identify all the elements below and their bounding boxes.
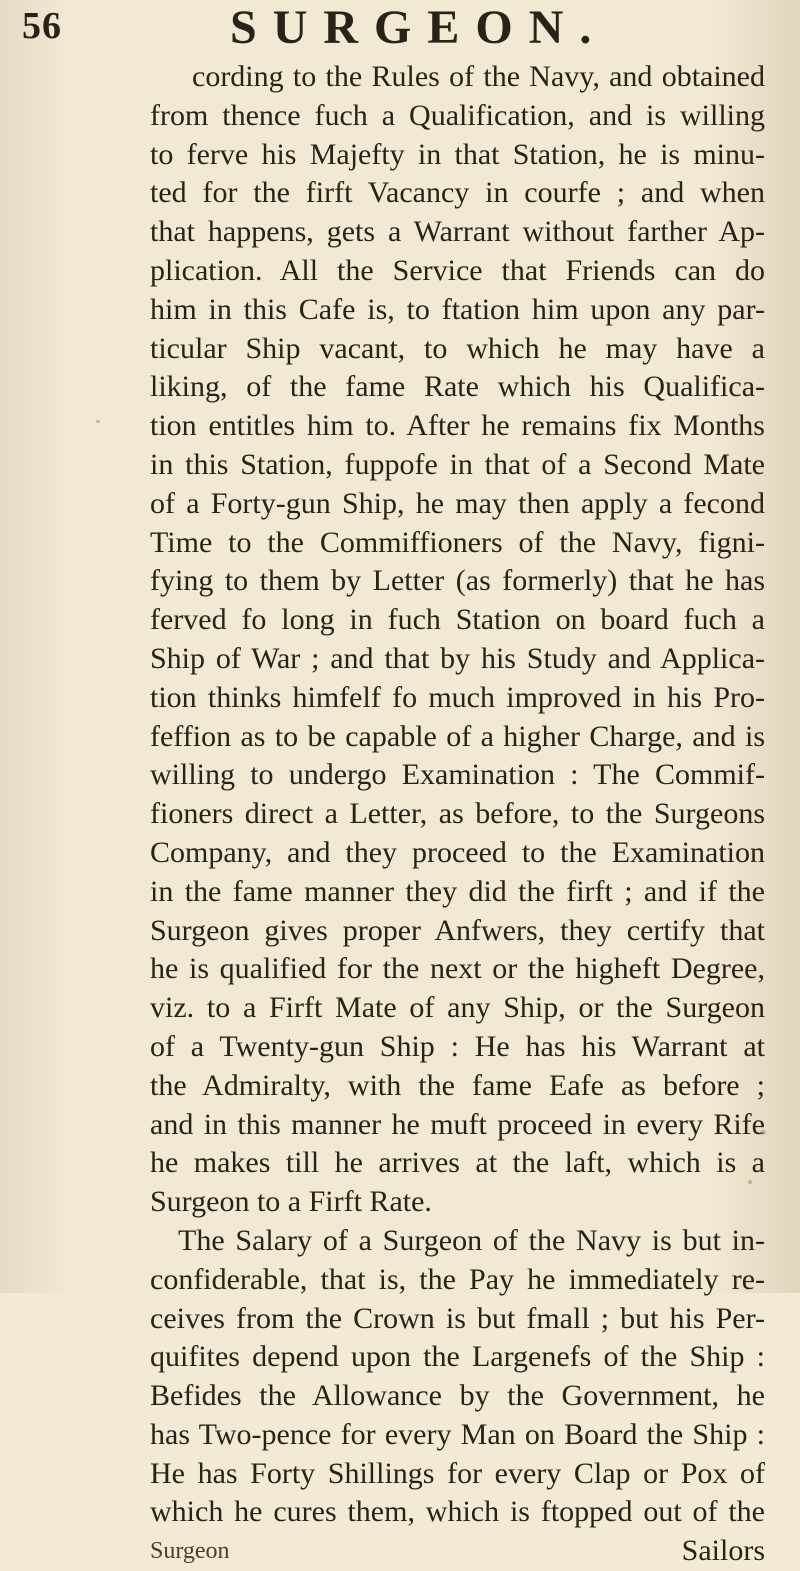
text-line: of a Twenty-gun Ship : He has his Warrant at <box>150 1029 765 1063</box>
text-line: confiderable, that is, the Pay he immediately re- <box>150 1262 765 1296</box>
text-line: of a Forty-gun Ship, he may then apply a fecond <box>150 486 765 520</box>
text-line: quifites depend upon the Largenefs of the Ship : <box>150 1340 765 1374</box>
text-line: tion thinks himfelf fo much improved in his Pro- <box>150 680 765 714</box>
text-line: Company, and they proceed to the Examination <box>150 835 765 869</box>
text-line: The Salary of a Surgeon of the Navy is but in- <box>178 1223 765 1257</box>
text-line: fying to them by Letter (as formerly) that he has <box>150 564 765 598</box>
signature-mark: Surgeon <box>150 1538 230 1565</box>
text-line: which he cures them, which is ftopped out of the <box>150 1495 765 1529</box>
text-line: the Admiralty, with the fame Eafe as before ; <box>150 1068 765 1102</box>
text-line: Befides the Allowance by the Government, he <box>150 1379 765 1413</box>
foxing-spot <box>760 1130 766 1135</box>
body-text <box>150 58 765 1571</box>
text-line: and in this manner he muft proceed in every Rife <box>150 1107 765 1141</box>
text-line: in the fame manner they did the firft ; and if the <box>150 874 765 908</box>
text-line: liking, of the fame Rate which his Qualifica- <box>150 370 765 404</box>
text-line: tion entitles him to. After he remains fix Months <box>150 409 765 443</box>
text-line: fioners direct a Letter, as before, to the Surgeons <box>150 797 765 831</box>
page-number: 56 <box>22 5 62 47</box>
foxing-spot <box>96 420 100 423</box>
text-line: viz. to a Firft Mate of any Ship, or the Surgeon <box>150 991 765 1025</box>
catchword: Sailors <box>681 1534 765 1568</box>
text-line: to ferve his Majefty in that Station, he is minu- <box>150 137 765 171</box>
text-line: willing to undergo Examination : The Commif- <box>150 758 765 792</box>
text-line: Ship of War ; and that by his Study and Applica- <box>150 641 765 675</box>
text-line: has Two-pence for every Man on Board the Ship : <box>150 1417 765 1451</box>
text-line: Surgeon to a Firft Rate. <box>150 1185 432 1219</box>
text-line: Surgeon gives proper Anfwers, they certify that <box>150 913 765 947</box>
text-line: Time to the Commiffioners of the Navy, figni- <box>150 525 765 559</box>
running-head: SURGEON. <box>230 1 608 54</box>
text-line: ferved fo long in fuch Station on board fuch a <box>150 603 765 637</box>
text-line: in this Station, fuppofe in that of a Second Mate <box>150 447 765 481</box>
text-line: he is qualified for the next or the higheft Degree, <box>150 952 765 986</box>
text-line: ted for the firft Vacancy in courfe ; and when <box>150 176 765 210</box>
text-line: plication. All the Service that Friends can do <box>150 253 765 287</box>
text-line: from thence fuch a Qualification, and is willing <box>150 98 765 132</box>
text-line: he makes till he arrives at the laft, which is a <box>150 1146 765 1180</box>
text-line: ticular Ship vacant, to which he may have a <box>150 331 765 365</box>
text-line: that happens, gets a Warrant without farther Ap- <box>150 215 765 249</box>
text-line: cording to the Rules of the Navy, and obtained <box>192 60 765 93</box>
text-line: ceives from the Crown is but fmall ; but his Per- <box>150 1301 765 1335</box>
text-line: feffion as to be capable of a higher Charge, and is <box>150 719 765 753</box>
text-line: He has Forty Shillings for every Clap or Pox of <box>150 1456 765 1490</box>
foxing-spot <box>748 1180 752 1184</box>
text-line: him in this Cafe is, to ftation him upon any par- <box>150 292 765 326</box>
footer-line <box>150 1532 765 1571</box>
